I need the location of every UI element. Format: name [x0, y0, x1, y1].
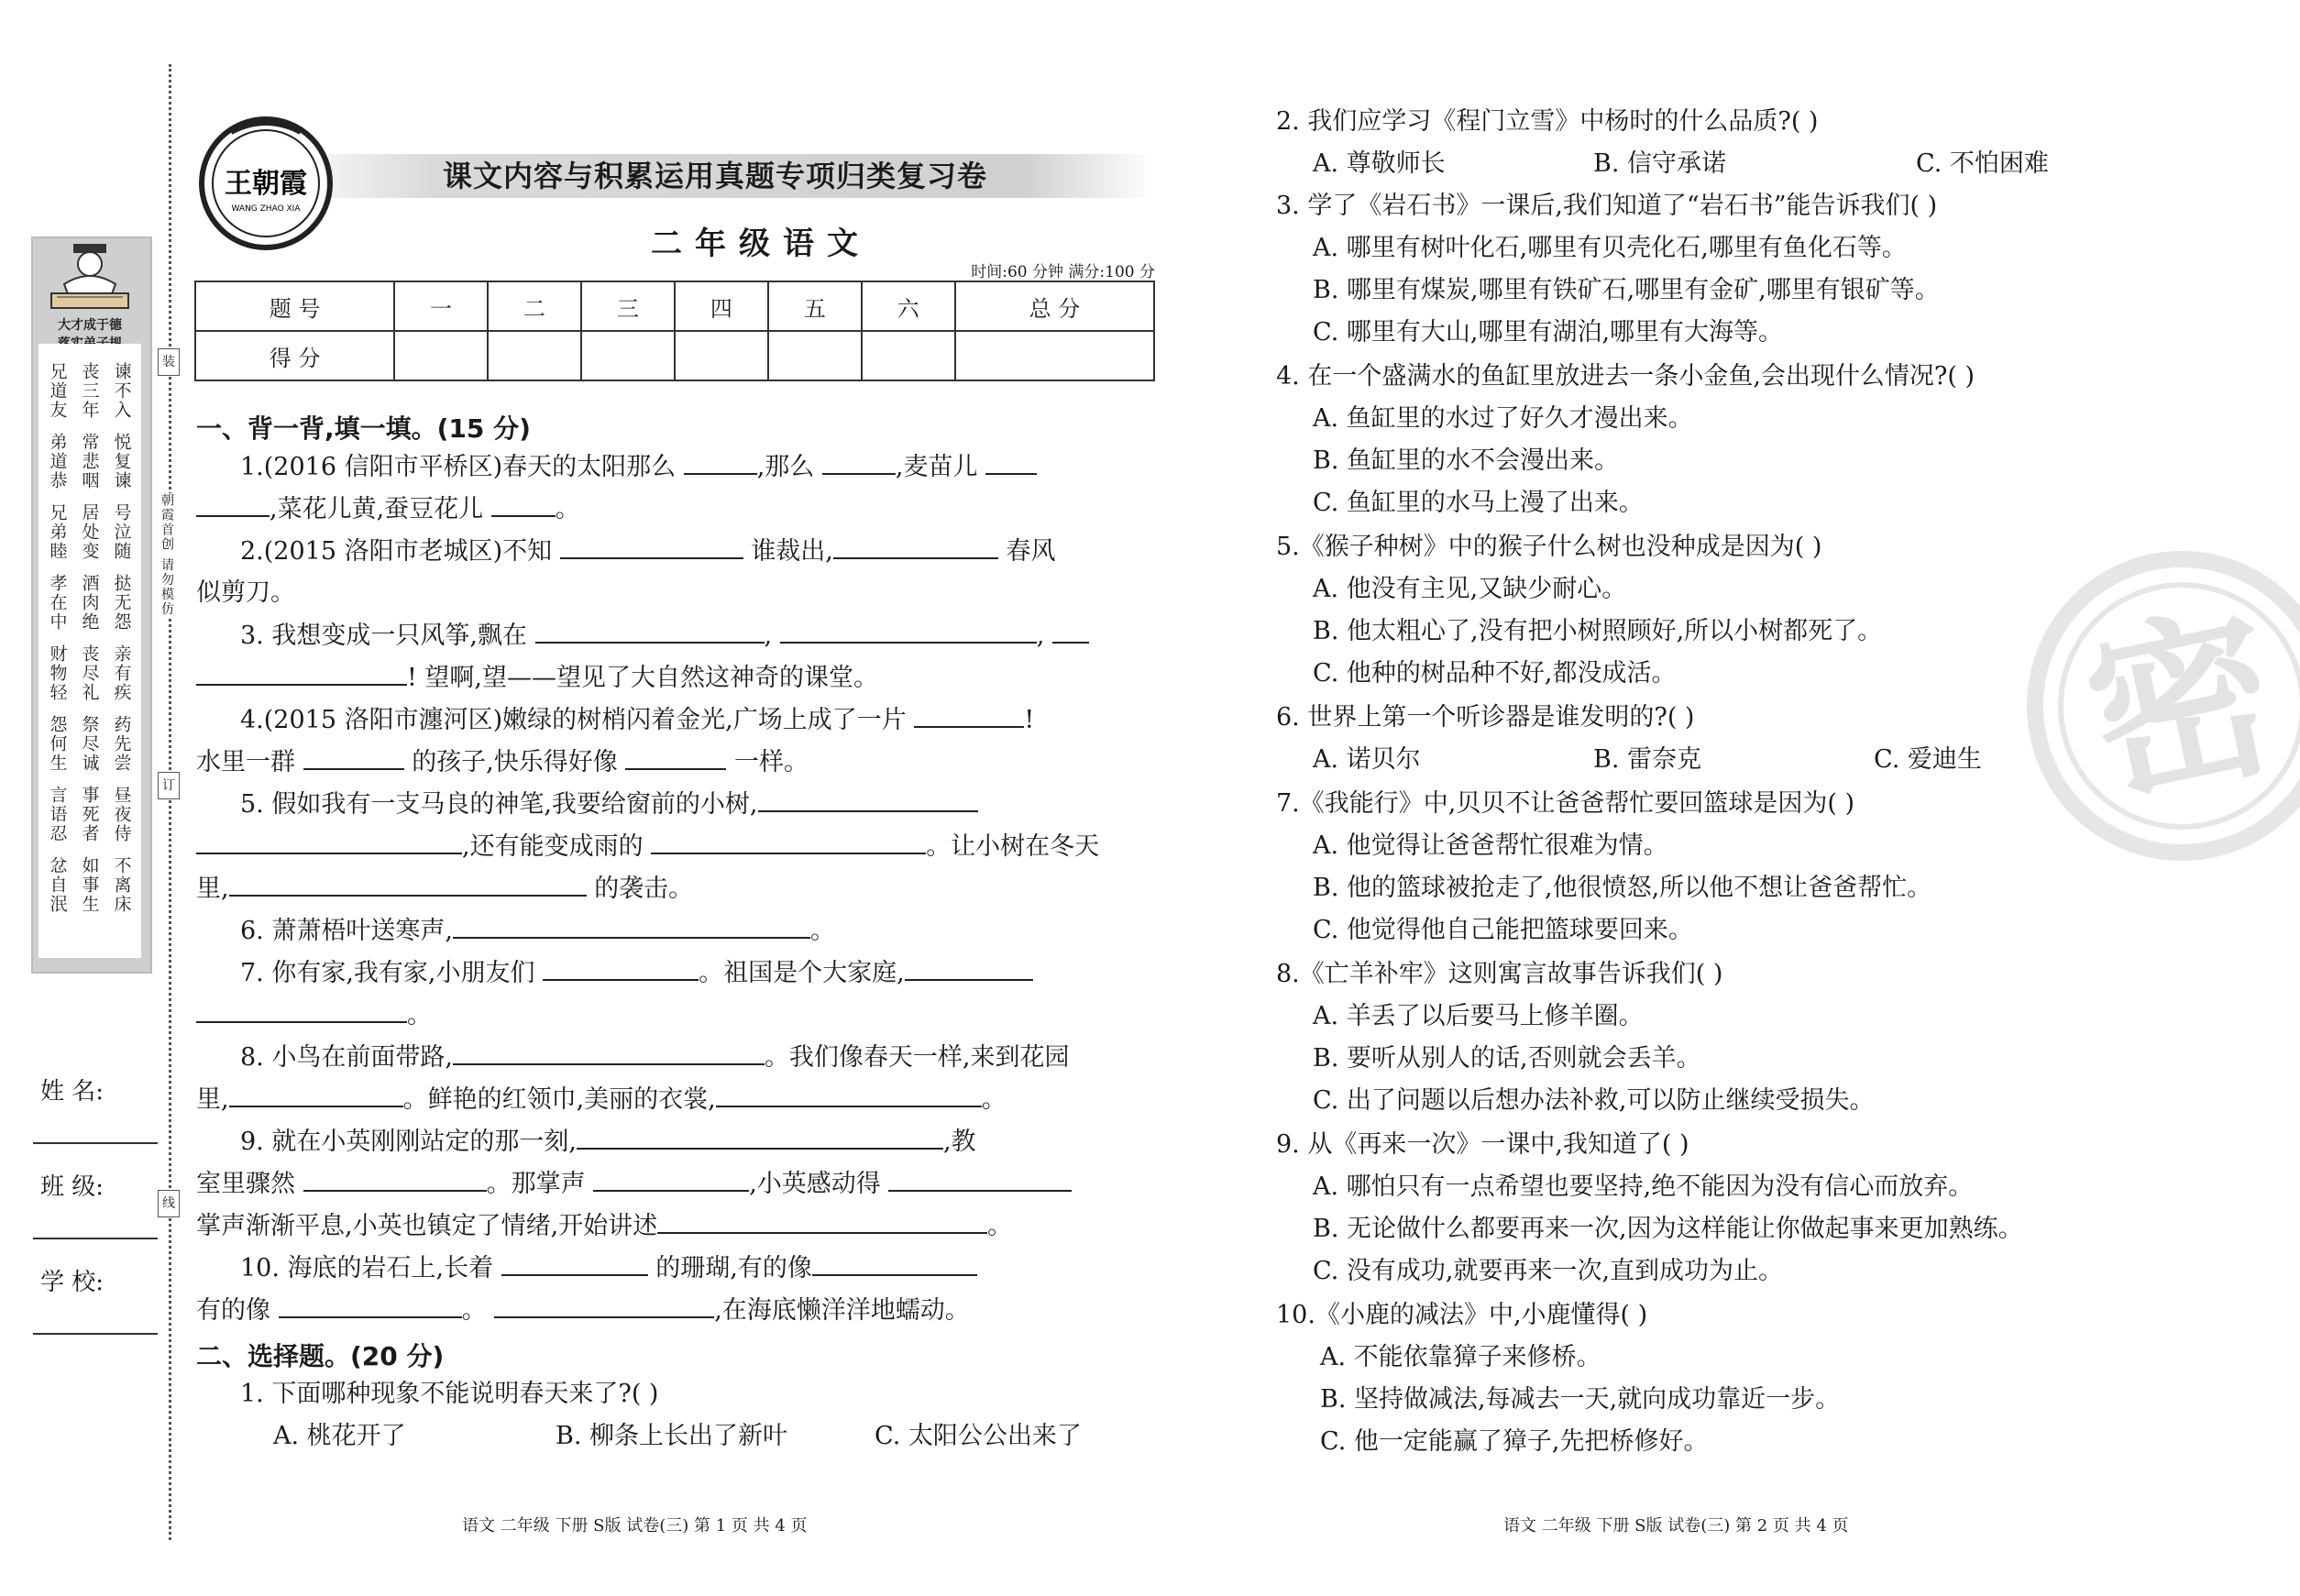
verse-col: 居处变 — [79, 503, 100, 561]
score-cell[interactable] — [675, 331, 768, 380]
score-header-cell: 总 分 — [955, 281, 1154, 331]
choice-option[interactable]: A. 不能依靠獐子来修桥。 — [1320, 1343, 1601, 1371]
question-1-1: 1.(2016 信阳市平桥区)春天的太阳那么 ,那么 ,麦苗儿 — [240, 453, 1037, 481]
copyright-note: 朝霞首创 请勿模仿 — [154, 493, 176, 616]
choice-option[interactable]: B. 柳条上长出了新叶 — [556, 1422, 788, 1450]
answer-blank[interactable] — [453, 1043, 765, 1065]
choice-option[interactable]: B. 鱼缸里的水不会漫出来。 — [1313, 446, 1620, 475]
question-1-9-cont: 室里骤然 。那掌声 ,小英感动得 — [196, 1170, 1072, 1198]
choice-option[interactable]: B. 他的篮球被抢走了,他很愤怒,所以他不想让爸爸帮忙。 — [1313, 874, 1932, 902]
time-score-info: 时间:60 分钟 满分:100 分 — [971, 263, 1155, 281]
stamp-icon — [2026, 550, 2300, 862]
choice-option[interactable]: A. 哪里有树叶化石,哪里有贝壳化石,哪里有鱼化石等。 — [1313, 234, 1907, 262]
score-cell[interactable] — [488, 331, 581, 380]
exam-title: 课文内容与积累运用真题专项归类复习卷 — [442, 159, 987, 193]
choice-option[interactable]: A. 他觉得让爸爸帮忙很难为情。 — [1313, 831, 1668, 860]
score-header-cell: 六 — [862, 281, 955, 331]
choice-option[interactable]: C. 他种的树品种不好,都没成活。 — [1313, 659, 1677, 688]
stamp-text: 密 — [2069, 581, 2294, 831]
verse-group — [42, 503, 138, 561]
answer-blank[interactable] — [196, 495, 270, 517]
school-field[interactable] — [33, 1333, 158, 1335]
answer-blank[interactable] — [543, 959, 699, 981]
question-1-4-cont: 水里一群 的孩子,快乐得好像 一样。 — [196, 748, 809, 776]
verse-col: 怨何生 — [47, 715, 68, 773]
section1-title: 一、背一背,填一填。(15 分) — [196, 413, 531, 444]
verse-col: 兄道友 — [47, 362, 68, 420]
score-header-cell: 五 — [768, 281, 862, 331]
verse-col: 丧三年 — [79, 362, 100, 420]
scholar-illustration-icon — [46, 240, 134, 314]
verse-col: 财物轻 — [47, 644, 68, 702]
verse-col: 亲有疾 — [111, 644, 132, 702]
school-label: 学 校: — [40, 1269, 105, 1296]
choice-option[interactable]: B. 哪里有煤炭,哪里有铁矿石,哪里有金矿,哪里有银矿等。 — [1313, 276, 1940, 304]
choice-option[interactable]: A. 鱼缸里的水过了好久才漫出来。 — [1313, 404, 1693, 433]
answer-blank[interactable] — [535, 622, 765, 644]
answer-blank[interactable] — [716, 1085, 982, 1107]
answer-blank[interactable] — [494, 1296, 714, 1318]
question-1-6: 6. 萧萧梧叶送寒声, 。 — [240, 917, 835, 945]
choice-option[interactable]: C. 鱼缸里的水马上漫了出来。 — [1313, 489, 1644, 517]
answer-blank[interactable] — [657, 1212, 987, 1234]
score-header-cell: 一 — [394, 281, 488, 331]
answer-blank[interactable] — [985, 453, 1037, 475]
answer-blank[interactable] — [812, 1254, 977, 1276]
question-1-5: 5. 假如我有一支马良的神笔,我要给窗前的小树, — [240, 790, 978, 819]
question-1-5-cont: ,还有能变成雨的 。让小树在冬天 — [196, 832, 1099, 861]
question-1-7-cont: 。 — [196, 1001, 432, 1029]
watermark-stamp — [2026, 550, 2300, 862]
verse-col: 药先尝 — [111, 715, 132, 773]
answer-blank[interactable] — [833, 537, 998, 559]
section2-title: 二、选择题。(20 分) — [196, 1341, 445, 1371]
score-cell[interactable] — [862, 331, 955, 380]
question-1-9: 9. 就在小英刚刚站定的那一刻, ,教 — [240, 1128, 976, 1156]
choice-option[interactable]: C. 他觉得他自己能把篮球要回来。 — [1313, 916, 1693, 944]
question-1-5-cont2: 里, 的袭击。 — [196, 875, 694, 903]
answer-blank[interactable] — [303, 748, 404, 770]
verse-col: 昼夜侍 — [111, 786, 132, 843]
class-label: 班 级: — [40, 1173, 105, 1201]
verse-col: 祭尽诚 — [79, 715, 100, 773]
question-1-9-cont2: 掌声渐渐平息,小英也镇定了情绪,开始讲述 。 — [196, 1212, 1013, 1240]
score-header-cell: 三 — [581, 281, 675, 331]
answer-blank[interactable] — [758, 790, 978, 812]
verse-col: 酒肉绝 — [79, 574, 100, 632]
binding-mark: 线 — [158, 1190, 180, 1217]
answer-blank[interactable] — [229, 1085, 403, 1107]
choice-question-8: 8.《亡羊补牢》这则寓言故事告诉我们( ) — [1276, 960, 1723, 988]
question-1-8-cont: 里, 。鲜艳的红领巾,美丽的衣裳, 。 — [196, 1085, 1007, 1114]
verse-col: 号泣随 — [111, 503, 132, 561]
choice-question-3: 3. 学了《岩石书》一课后,我们知道了“岩石书”能告诉我们( ) — [1276, 192, 1938, 220]
choice-option[interactable]: C. 没有成功,就要再来一次,直到成功为止。 — [1313, 1257, 1784, 1285]
score-table-score-row — [195, 331, 1154, 380]
question-1-10: 10. 海底的岩石上,长着 的珊瑚,有的像 — [240, 1254, 977, 1282]
answer-blank[interactable] — [1052, 622, 1089, 644]
score-table — [194, 281, 1155, 381]
class-field[interactable] — [33, 1238, 158, 1239]
question-1-4: 4.(2015 洛阳市瀍河区)嫩绿的树梢闪着金光,广场上成了一片 ! — [240, 706, 1035, 734]
score-cell[interactable] — [581, 331, 675, 380]
choice-question-1: 1. 下面哪种现象不能说明春天来了?( ) — [240, 1380, 659, 1408]
verse-group — [42, 574, 138, 632]
choice-option[interactable]: A. 桃花开了 — [273, 1422, 406, 1450]
answer-blank[interactable] — [196, 1001, 407, 1023]
choice-option[interactable]: C. 不怕困难 — [1916, 149, 2049, 178]
verse-col: 弟道恭 — [47, 433, 68, 490]
question-1-2-cont: 似剪刀。 — [196, 578, 295, 607]
verse-group — [42, 856, 138, 914]
answer-blank[interactable] — [491, 495, 556, 517]
choice-question-2: 2. 我们应学习《程门立雪》中杨时的什么品质?( ) — [1276, 107, 1819, 136]
choice-option[interactable]: A. 羊丢了以后要马上修羊圈。 — [1313, 1002, 1644, 1030]
score-header-cell: 二 — [488, 281, 581, 331]
score-header-cell: 四 — [675, 281, 768, 331]
name-field[interactable] — [33, 1142, 158, 1144]
page-footer-left: 语文 二年级 下册 S版 试卷(三) 第 1 页 共 4 页 — [462, 1516, 808, 1535]
answer-blank[interactable] — [196, 664, 407, 686]
choice-option[interactable]: B. 坚持做减法,每减去一天,就向成功靠近一步。 — [1320, 1385, 1841, 1414]
choice-question-4: 4. 在一个盛满水的鱼缸里放进去一条小金鱼,会出现什么情况?( ) — [1276, 362, 1975, 391]
choice-question-9: 9. 从《再来一次》一课中,我知道了( ) — [1276, 1130, 1689, 1159]
answer-blank[interactable] — [888, 1170, 1072, 1192]
answer-blank[interactable] — [684, 453, 757, 475]
question-1-10-cont: 有的像 。 ,在海底懒洋洋地蠕动。 — [196, 1296, 970, 1325]
name-label: 姓 名: — [40, 1078, 105, 1106]
verse-col: 不离床 — [111, 856, 132, 914]
choice-option[interactable]: C. 爱迪生 — [1874, 745, 1982, 774]
choice-option[interactable]: B. 雷奈克 — [1593, 745, 1702, 774]
choice-option[interactable]: B. 无论做什么都要再来一次,因为这样能让你做起事来更加熟练。 — [1313, 1215, 2023, 1243]
question-1-7: 7. 你有家,我有家,小朋友们 。祖国是个大家庭, — [240, 959, 1033, 987]
score-cell[interactable] — [955, 331, 1154, 380]
verse-group — [42, 786, 138, 843]
verse-col: 忿自泯 — [47, 856, 68, 914]
verse-col: 常悲咽 — [79, 433, 100, 490]
binding-mark: 订 — [158, 772, 180, 799]
verse-columns — [42, 362, 138, 949]
answer-blank[interactable] — [780, 622, 1037, 644]
choice-option[interactable]: C. 太阳公公出来了 — [875, 1422, 1082, 1450]
score-table-header-row — [195, 281, 1154, 331]
choice-option[interactable]: B. 他太粗心了,没有把小树照顾好,所以小树都死了。 — [1313, 617, 1883, 645]
answer-blank[interactable] — [196, 832, 462, 854]
score-cell[interactable] — [394, 331, 488, 380]
binding-mark: 装 — [158, 348, 180, 376]
answer-blank[interactable] — [279, 1296, 462, 1318]
verse-col: 谏不入 — [111, 362, 132, 420]
question-1-8: 8. 小鸟在前面带路, 。我们像春天一样,来到花园 — [240, 1043, 1070, 1072]
choice-question-5: 5.《猴子种树》中的猴子什么树也没种成是因为( ) — [1276, 533, 1822, 561]
verse-group — [42, 644, 138, 702]
verse-group — [42, 362, 138, 420]
answer-blank[interactable] — [560, 537, 743, 559]
verse-col: 如事生 — [79, 856, 100, 914]
verse-col: 言语忍 — [47, 786, 68, 843]
choice-option[interactable]: A. 尊敬师长 — [1313, 149, 1446, 178]
answer-blank[interactable] — [501, 1254, 648, 1276]
subject-title: 二年级语文 — [651, 226, 871, 262]
choice-option[interactable]: A. 诺贝尔 — [1313, 745, 1421, 774]
page-footer-right: 语文 二年级 下册 S版 试卷(三) 第 2 页 共 4 页 — [1503, 1516, 1849, 1535]
verse-group — [42, 433, 138, 490]
verse-col: 事死者 — [79, 786, 100, 843]
verse-col: 悦复谏 — [111, 433, 132, 490]
verse-col: 挞无怨 — [111, 574, 132, 632]
verse-col: 兄弟睦 — [47, 503, 68, 561]
score-row-label: 得 分 — [195, 331, 394, 380]
score-header-cell: 题 号 — [195, 281, 394, 331]
choice-option[interactable]: B. 信守承诺 — [1593, 149, 1727, 178]
choice-question-6: 6. 世界上第一个听诊器是谁发明的?( ) — [1276, 703, 1695, 732]
choice-option[interactable]: C. 哪里有大山,哪里有湖泊,哪里有大海等。 — [1313, 318, 1784, 347]
answer-blank[interactable] — [577, 1128, 943, 1150]
choice-question-7: 7.《我能行》中,贝贝不让爸爸帮忙要回篮球是因为( ) — [1276, 789, 1854, 818]
answer-blank[interactable] — [651, 832, 926, 854]
answer-blank[interactable] — [229, 875, 587, 897]
question-1-3-cont: ! 望啊,望——望见了大自然这神奇的课堂。 — [196, 664, 878, 692]
answer-blank[interactable] — [822, 453, 896, 475]
answer-blank[interactable] — [593, 1170, 749, 1192]
score-cell[interactable] — [768, 331, 862, 380]
verse-col: 孝在中 — [47, 574, 68, 632]
verse-group — [42, 715, 138, 773]
question-1-3: 3. 我想变成一只风筝,飘在 , , — [240, 622, 1089, 650]
logo-subtext: WANG ZHAO XIA — [231, 204, 301, 214]
question-1-1-cont: ,菜花儿黄,蚕豆花儿 。 — [196, 495, 580, 523]
answer-blank[interactable] — [905, 959, 1033, 981]
logo-text: 王朝霞 — [225, 168, 307, 200]
choice-option[interactable]: A. 他没有主见,又缺少耐心。 — [1313, 575, 1627, 603]
answer-blank[interactable] — [625, 748, 726, 770]
answer-blank[interactable] — [303, 1170, 487, 1192]
choice-option[interactable]: C. 他一定能赢了獐子,先把桥修好。 — [1320, 1427, 1709, 1456]
choice-question-10: 10.《小鹿的减法》中,小鹿懂得( ) — [1276, 1301, 1648, 1329]
answer-blank[interactable] — [914, 706, 1024, 728]
choice-option[interactable]: B. 要听从别人的话,否则就会丢羊。 — [1313, 1044, 1701, 1073]
choice-option[interactable]: C. 出了问题以后想办法补救,可以防止继续受损失。 — [1313, 1086, 1875, 1115]
binding-line — [169, 64, 171, 1540]
sidebar-motto: 大才成于德 — [58, 318, 122, 333]
answer-blank[interactable] — [453, 917, 810, 939]
verse-col: 丧尽礼 — [79, 644, 100, 702]
question-1-2: 2.(2015 洛阳市老城区)不知 谁裁出, 春风 — [240, 537, 1056, 566]
choice-option[interactable]: A. 哪怕只有一点希望也要坚持,绝不能因为没有信心而放弃。 — [1313, 1172, 1974, 1201]
